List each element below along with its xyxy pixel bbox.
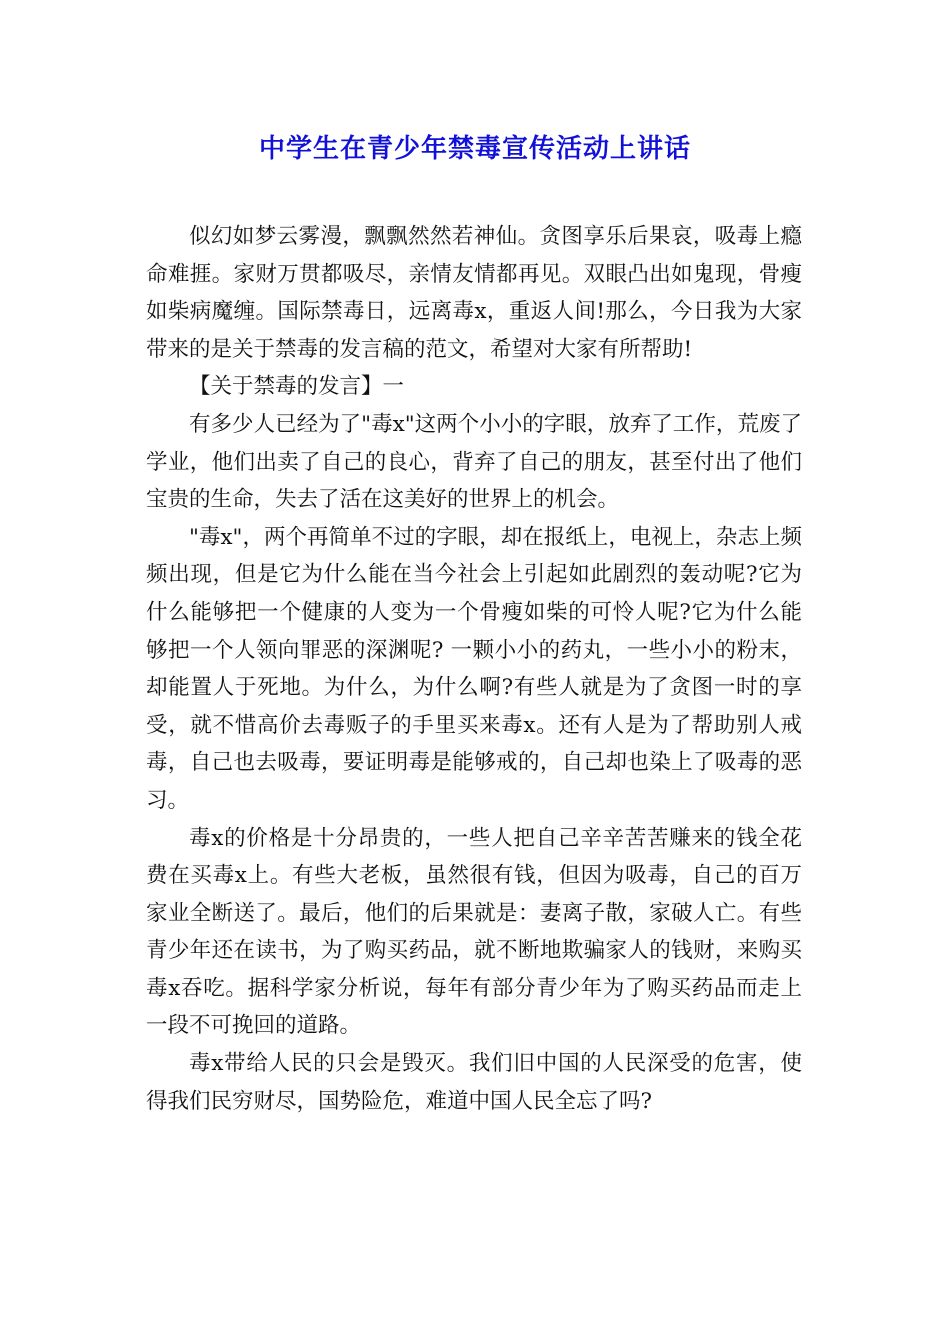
document-body [146, 218, 802, 1120]
paragraph: 毒x带给人民的只会是毁灭。我们旧中国的人民深受的危害，使得我们民穷财尽，国势险危，难道中国人民全忘了吗? [146, 1051, 802, 1114]
paragraph: 有多少人已经为了"毒x"这两个小小的字眼，放弃了工作，荒废了学业，他们出卖了自己的良心，背弃了自己的朋友，甚至付出了他们宝贵的生命，失去了活在这美好的世界上的机会。 [146, 411, 802, 513]
paragraph: 毒x的价格是十分昂贵的，一些人把自己辛辛苦苦赚来的钱全花费在买毒x上。有些大老板，虽然很有钱，但因为吸毒，自己的百万家业全断送了。最后，他们的后果就是：妻离子散，家破人亡。有些青少年还在读书，为了购买药品，就不断地欺骗家人的钱财，来购买毒x吞吃。据科学家分析说，每年有部分青少年为了购买药品而走上一段不可挽回的道路。 [146, 825, 802, 1039]
section-heading: 【关于禁毒的发言】一 [189, 374, 405, 400]
document-title: 中学生在青少年禁毒宣传活动上讲话 [258, 134, 691, 164]
paragraph: "毒x"，两个再简单不过的字眼，却在报纸上，电视上，杂志上频频出现，但是它为什么能在当今社会上引起如此剧烈的轰动呢?它为什么能够把一个健康的人变为一个骨瘦如柴的可怜人呢?它为什么能够把一个人领向罪恶的深渊呢? 一颗小小的药丸，一些小小的粉末，却能置人于死地。为什么，为什么啊?有些人就是为了贪图一时的享受，就不惜高价去毒贩子的手里买来毒x。还有人是为了帮助别人戒毒，自己也去吸毒，要证明毒是能够戒的，自己却也染上了吸毒的恶习。 [146, 524, 802, 813]
paragraph-intro: 似幻如梦云雾漫，飘飘然然若神仙。贪图享乐后果哀，吸毒上瘾命难捱。家财万贯都吸尽，亲情友情都再见。双眼凸出如鬼现，骨瘦如柴病魔缠。国际禁毒日，远离毒x，重返人间!那么，今日我为大家带来的是关于禁毒的发言稿的范文，希望对大家有所帮助! [146, 224, 802, 362]
